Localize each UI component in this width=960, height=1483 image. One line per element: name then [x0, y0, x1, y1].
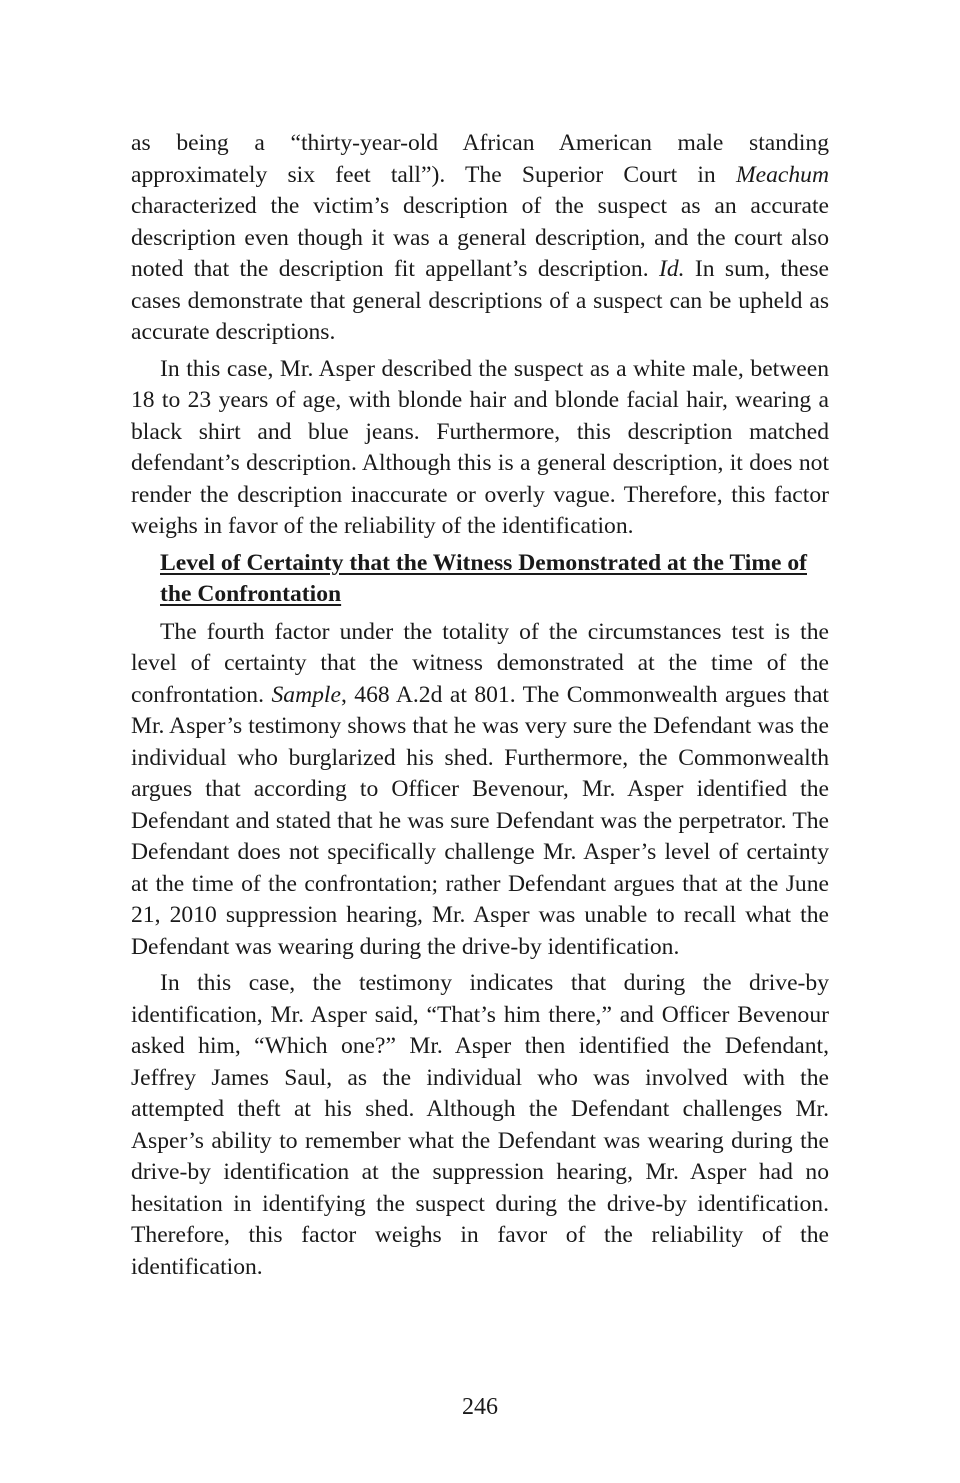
citation-id: Id.	[658, 256, 685, 282]
p1-text-a: as being a “thirty-year-old African American male standing approximately six feet tall”). The Superior Court in	[131, 130, 829, 188]
p1-text-e: In sum, these cases demonstrate that general descriptions of a suspect can be upheld as accurate descriptions.	[131, 256, 830, 345]
paragraph-description-analysis: In this case, Mr. Asper described the suspect as a white male, between 18 to 23 years of age, with blonde hair and blonde facial hair, wearing a black shirt and blue jeans. Furthermore, this description matched defendant’s description. Although this is a general description, it does not render the description inaccurate or overly vague. Therefore, this factor weighs in favor of the reliability of the identification.	[131, 355, 829, 539]
page-body	[131, 128, 829, 1283]
paragraph-certainty-analysis: In this case, the testimony indicates that during the drive-by identification, Mr. Asper said, “That’s him there,” and Officer Bevenour asked him, “Which one?” Mr. Asper then identified the Defendant, Jeffrey James Saul, as the individual who was involved with the attempted theft at his shed. Although the Defendant challenges Mr. Asper’s ability to remember what the Defendant was wearing during the drive-by identification at the suppression hearing, Mr. Asper had no hesitation in identifying the suspect during the drive-by identification. Therefore, this factor weighs in favor of the reliability of the identification.	[131, 970, 829, 1280]
section-heading: Level of Certainty that the Witness Demonstrated at the Time of the Confrontation	[160, 549, 807, 607]
p3-text-a: The fourth factor under the totality of the circumstances test is the level of certainty that the witness demonstrated at the time of the confrontation.	[131, 618, 829, 708]
p3-text-c: , 468 A.2d at 801. The Commonwealth argues that Mr. Asper’s testimony shows that he was very sure the Defendant was the individual who burglarized his shed. Furthermore, the Commonwealth argues that according to Officer Bevenour, Mr. Asper identified the Defendant and stated that he was sure Defendant was the perpetrator. The Defendant does not specifically challenge Mr. Asper’s level of certainty at the time of the confrontation; rather Defendant argues that at the June 21, 2010 suppression hearing, Mr. Asper was unable to recall what the Defendant was wearing during the drive-by identification.	[131, 681, 829, 960]
page-number: 246	[462, 1394, 498, 1420]
paragraph-fourth-factor	[131, 617, 829, 964]
case-name-sample: Sample	[271, 681, 341, 708]
case-name-meachum: Meachum	[735, 161, 829, 188]
paragraph-continuation	[131, 128, 829, 349]
p1-text-c: characterized the victim’s description of the suspect as an accurate description even though it was a general description, and the court also noted that the description fit appellant’s description.	[131, 193, 829, 282]
